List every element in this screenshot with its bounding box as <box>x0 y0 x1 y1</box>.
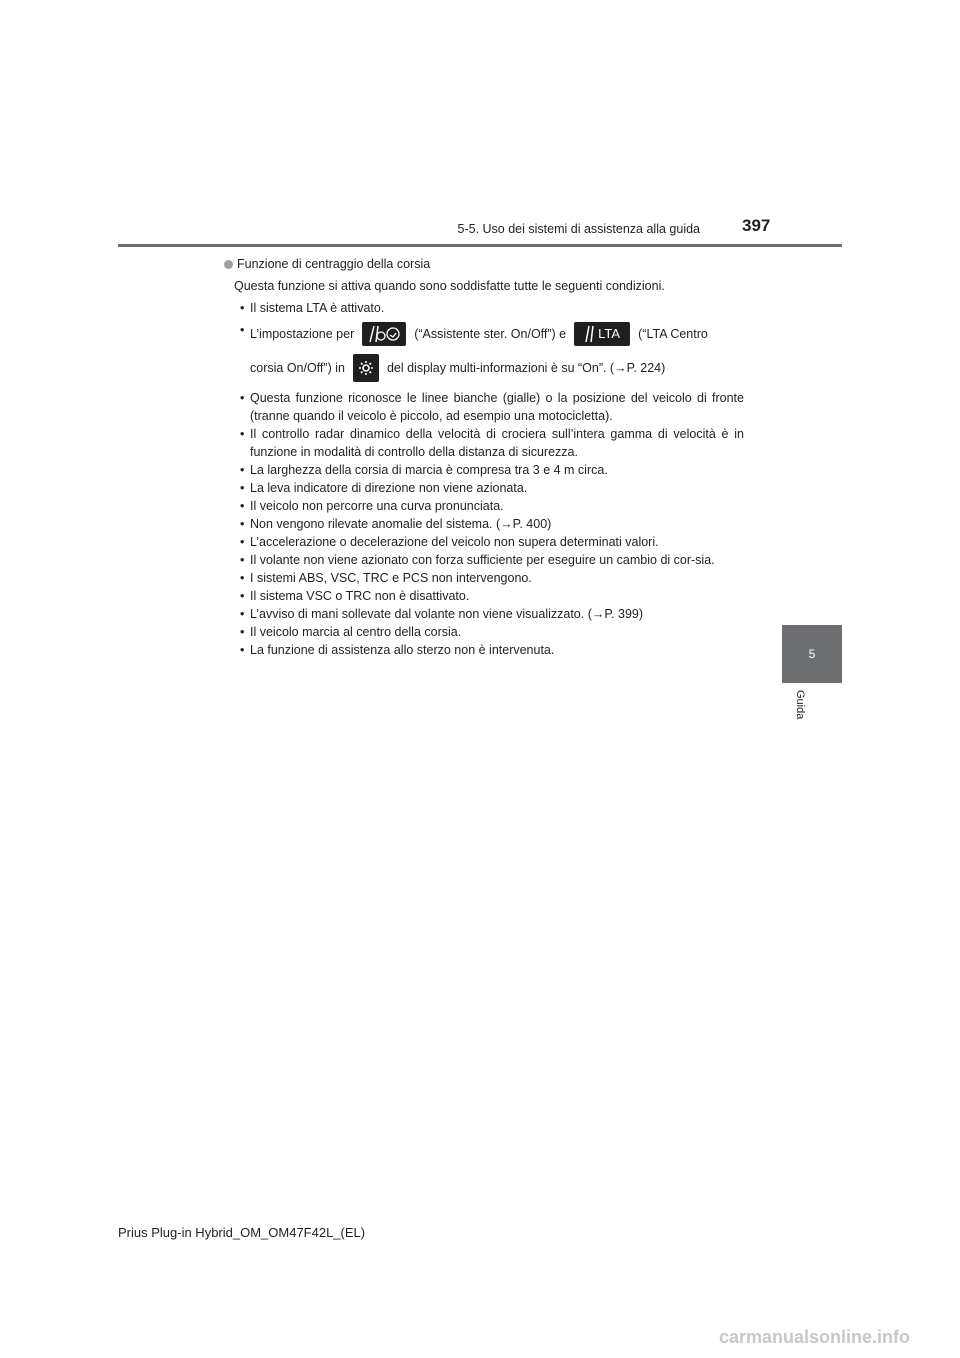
list-item: • L’accelerazione o decelerazione del veicolo non supera determinati valori. <box>224 533 744 551</box>
list-item: • Il veicolo non percorre una curva pronunciata. <box>224 497 744 515</box>
list-item: • La leva indicatore di direzione non viene azionata. <box>224 479 744 497</box>
list-item: • Questa funzione riconosce le linee bianche (gialle) o la posizione del veicolo di fronte (tranne quando il veicolo è piccolo, ad esempio una motocicletta). <box>224 389 744 425</box>
item-text: (“Assistente ster. On/Off”) e <box>414 327 567 341</box>
list-item: • I sistemi ABS, VSC, TRC e PCS non intervengono. <box>224 569 744 587</box>
list-item: • La funzione di assistenza allo sterzo non è intervenuta. <box>224 641 744 659</box>
section-heading <box>224 255 744 273</box>
heading-text: Funzione di centraggio della corsia <box>237 257 431 271</box>
lta-label: LTA <box>598 326 621 341</box>
section-title: 5-5. Uso dei sistemi di assistenza alla guida <box>457 222 700 236</box>
item-text: corsia On/Off”) in <box>250 361 345 375</box>
list-item: • L’avviso di mani sollevate dal volante non viene visualizzato. (→P. 399) <box>224 605 744 623</box>
list-item: • La larghezza della corsia di marcia è compresa tra 3 e 4 m circa. <box>224 461 744 479</box>
list-item: • Il volante non viene azionato con forza sufficiente per eseguire un cambio di cor-sia. <box>224 551 744 569</box>
list-item: • Il sistema VSC o TRC non è disattivato. <box>224 587 744 605</box>
list-item: • Non vengono rilevate anomalie del sistema. (→P. 400) <box>224 515 744 533</box>
main-content <box>224 255 744 659</box>
list-item <box>224 321 744 381</box>
list-item: • Il controllo radar dinamico della velocità di crociera sull’intera gamma di velocità è in funzione in modalità di controllo della distanza di sicurezza. <box>224 425 744 461</box>
item-text: (“LTA Centro <box>638 327 708 341</box>
intro-text: Questa funzione si attiva quando sono soddisfatte tutte le seguenti condizioni. <box>234 279 665 293</box>
watermark: carmanualsonline.info <box>718 1327 910 1347</box>
circle-bullet-icon <box>224 260 233 269</box>
steering-assist-icon <box>362 322 406 346</box>
list-item: • Il veicolo marcia al centro della corsia. <box>224 623 744 641</box>
lta-icon <box>574 322 630 346</box>
chapter-tab[interactable] <box>782 625 842 683</box>
header-divider <box>118 244 842 247</box>
page-number: 397 <box>742 216 771 235</box>
chapter-label: Guida <box>794 690 806 720</box>
list-item: • Il sistema LTA è attivato. <box>224 299 744 317</box>
footer-model-id: Prius Plug-in Hybrid_OM_OM47F42L_(EL) <box>118 1225 366 1240</box>
item-text: del display multi-informazioni è su “On”. (→P. 224) <box>386 361 666 375</box>
chapter-number: 5 <box>808 647 816 661</box>
item-text: • L’impostazione per <box>250 327 355 341</box>
settings-icon <box>353 354 379 382</box>
